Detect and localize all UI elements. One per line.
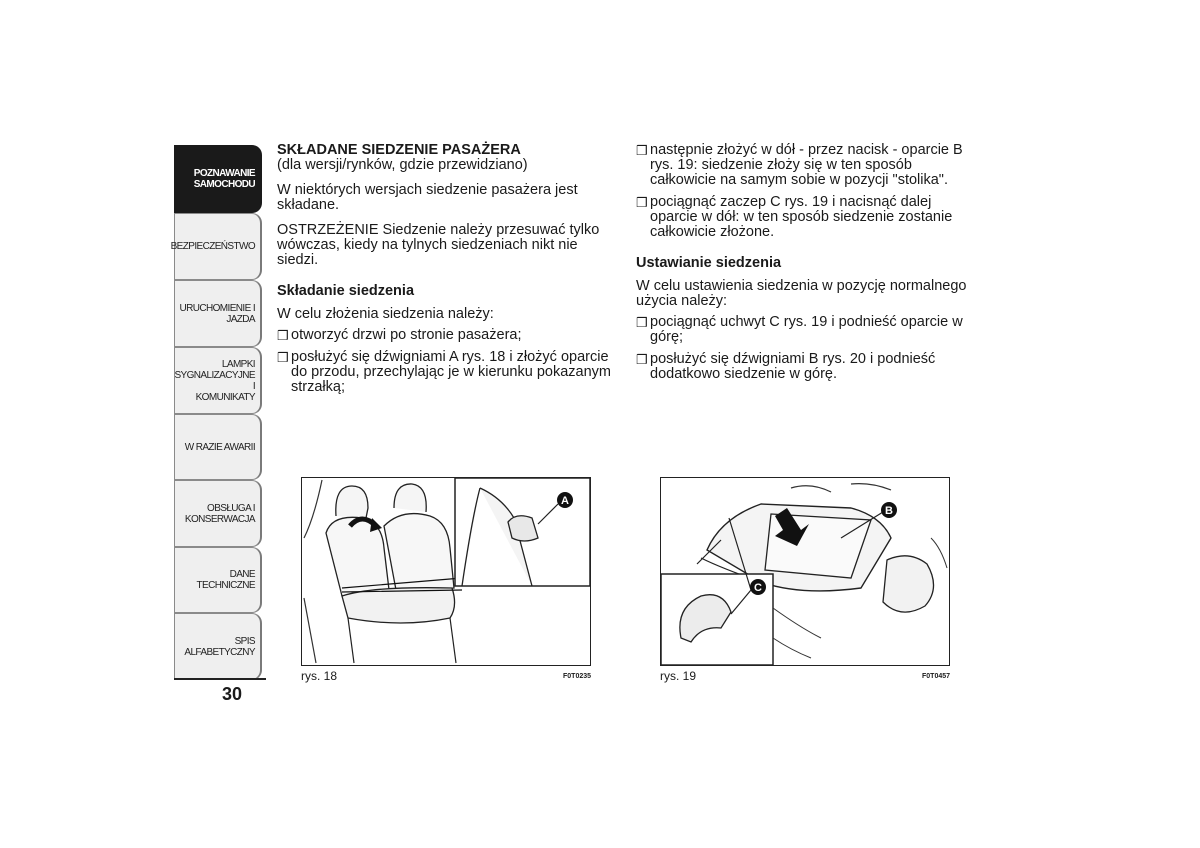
figure-19-seat-illustration [660, 477, 950, 666]
list-item-text: otworzyć drzwi po stronie pasażera; [291, 327, 522, 343]
list-item [636, 315, 976, 345]
tab-label: URUCHOMIENIE I JAZDA [179, 302, 255, 325]
tab-label: SPIS ALFABETYCZNY [184, 635, 255, 658]
checkbox-bullet-icon: ❒ [636, 352, 648, 367]
figure-18-caption: rys. 18 [301, 669, 338, 683]
subsection-heading: Ustawianie siedzenia [636, 255, 782, 271]
figure-19-code: F0T0457 [922, 673, 951, 680]
list-item [636, 195, 976, 240]
subsection-intro: W celu złożenia siedzenia należy: [277, 306, 494, 322]
list-item [636, 352, 976, 382]
figure-19-caption: rys. 19 [660, 669, 697, 683]
list-item [277, 328, 617, 343]
tab-label: OBSŁUGA I KONSERWACJA [184, 502, 255, 525]
checkbox-bullet-icon: ❒ [277, 350, 289, 365]
left-column [277, 143, 617, 402]
tab-lampki-sygnalizacyjne[interactable] [174, 347, 262, 414]
subsection-heading: Składanie siedzenia [277, 283, 415, 299]
tab-label: BEZPIECZEŃSTWO [170, 241, 255, 252]
tab-label: W RAZIE AWARII [184, 441, 255, 453]
section-subtitle: (dla wersji/rynków, gdzie przewidziano) [277, 157, 528, 173]
section-title: SKŁADANE SIEDZENIE PASAŻERA [277, 142, 521, 158]
tab-label: DANE TECHNICZNE [196, 569, 255, 591]
tab-dane-techniczne[interactable] [174, 547, 262, 613]
page-number: 30 [222, 684, 243, 704]
list-item-text: pociągnąć uchwyt C rys. 19 i podnieść oparcie w górę; [650, 314, 963, 345]
list-item-text: następnie złożyć w dół - przez nacisk - oparcie B rys. 19: siedzenie złoży się w ten sposób całkowicie na samym sobie w pozycji "stolika". [650, 142, 963, 188]
list-item [636, 143, 976, 188]
tab-label: LAMPKI SYGNALIZACYJNE I KOMUNIKATY [174, 358, 255, 403]
list-item-text: posłużyć się dźwigniami B rys. 20 i podnieść dodatkowo siedzenie w górę. [650, 351, 936, 382]
subsection-intro: W celu ustawienia siedzenia w pozycję normalnego użycia należy: [636, 278, 967, 309]
checkbox-bullet-icon: ❒ [277, 328, 289, 343]
seat-drawing [302, 478, 590, 665]
figure-18-seat-illustration [301, 477, 591, 666]
checkbox-bullet-icon: ❒ [636, 315, 648, 330]
list-item [277, 350, 617, 395]
list-item-text: posłużyć się dźwigniami A rys. 18 i złożyć oparcie do przodu, przechylając je w kierunku pokazanym strzałką; [291, 349, 611, 395]
tab-uruchomienie-i-jazda[interactable] [174, 280, 262, 347]
callout-b-label: B [885, 505, 893, 517]
tab-obsluga-i-konserwacja[interactable] [174, 480, 262, 547]
tab-label: POZNAWANIE SAMOCHODU [193, 168, 255, 190]
callout-a-label: A [561, 495, 569, 507]
figure-18-code: F0T0235 [563, 673, 592, 680]
checkbox-bullet-icon: ❒ [636, 195, 648, 210]
callout-c-label: C [754, 582, 762, 594]
list-item-text: pociągnąć zaczep C rys. 19 i nacisnąć dalej oparcie w dół: w ten sposób siedzenie zostanie całkowicie złożone. [650, 194, 953, 240]
checkbox-bullet-icon: ❒ [636, 143, 648, 158]
intro-paragraph: W niektórych wersjach siedzenie pasażera jest składane. [277, 182, 578, 213]
warning-paragraph: OSTRZEŻENIE Siedzenie należy przesuwać tylko wówczas, kiedy na tylnych siedzeniach nikt nie siedzi. [277, 222, 600, 268]
folded-seat-drawing [661, 478, 949, 665]
tab-poznawanie-samochodu[interactable] [174, 145, 262, 213]
tab-w-razie-awarii[interactable] [174, 414, 262, 480]
page-number-rule [174, 678, 266, 680]
tab-spis-alfabetyczny[interactable] [174, 613, 262, 680]
right-column [636, 143, 976, 389]
tab-bezpieczenstwo[interactable] [170, 213, 262, 280]
